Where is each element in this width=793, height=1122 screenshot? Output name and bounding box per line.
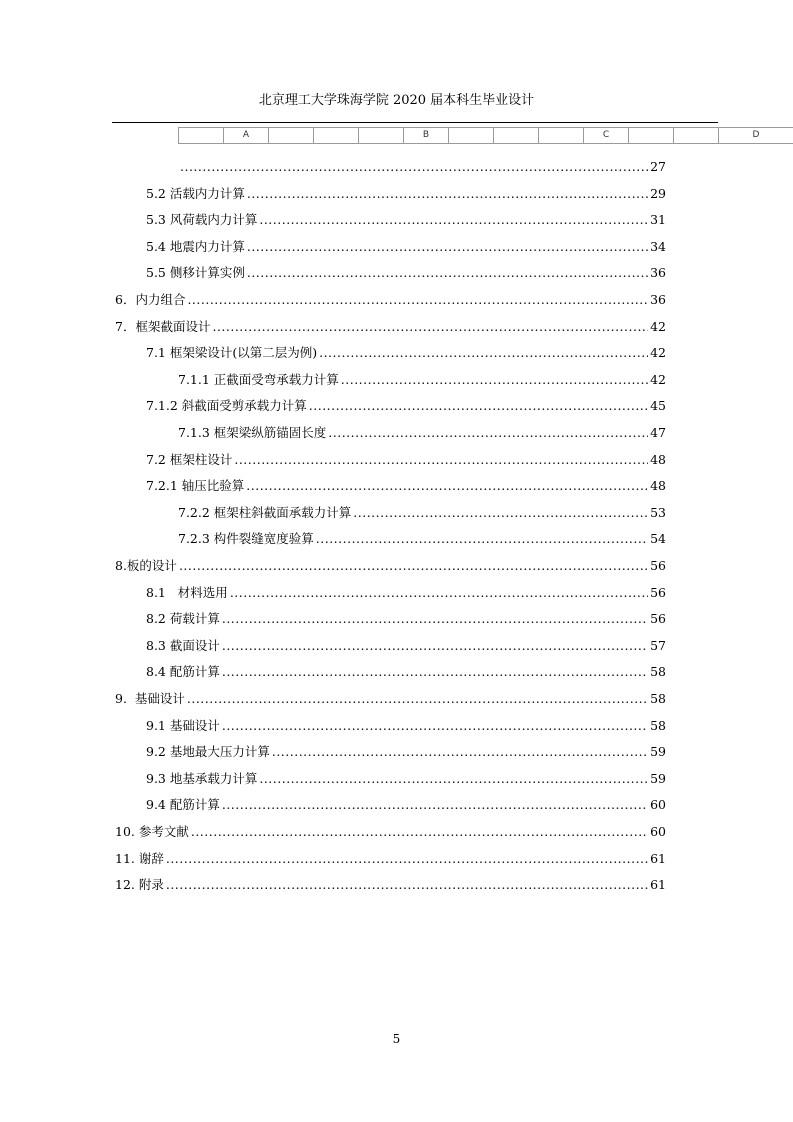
toc-entry[interactable]	[115, 851, 666, 867]
toc-leader-dots	[234, 452, 648, 468]
column-cell	[358, 128, 403, 143]
toc-entry[interactable]	[146, 398, 666, 414]
toc-entry[interactable]	[178, 505, 666, 521]
toc-entry[interactable]	[146, 664, 666, 680]
toc-entry-page: 48	[650, 452, 666, 467]
toc-entry[interactable]	[178, 372, 666, 388]
toc-entry-page: 34	[650, 239, 666, 254]
toc-entry[interactable]	[146, 744, 666, 760]
toc-entry-label: 9.2 基地最大压力计算	[146, 744, 270, 759]
toc-entry-label: 9. 基础设计	[115, 691, 185, 706]
toc-entry-page: 56	[650, 611, 666, 626]
toc-leader-dots	[319, 345, 648, 361]
column-header-c: C	[583, 128, 628, 143]
toc-entry-page: 56	[650, 585, 666, 600]
toc-entry[interactable]	[146, 452, 666, 468]
column-cell	[673, 128, 718, 143]
toc-entry-label: 9.1 基础设计	[146, 718, 220, 733]
toc-entry-page: 47	[650, 425, 666, 440]
page-number: 5	[392, 1032, 401, 1046]
toc-entry-label: 8.3 截面设计	[146, 638, 220, 653]
toc-entry-label: 6．内力组合	[115, 292, 186, 307]
document-header-title: 北京理工大学珠海学院 2020 届本科生毕业设计	[258, 93, 535, 108]
toc-entry[interactable]	[178, 159, 666, 175]
toc-leader-dots	[259, 771, 648, 787]
toc-entry-page: 42	[650, 372, 666, 387]
toc-leader-dots	[341, 372, 648, 388]
column-header-b: B	[403, 128, 448, 143]
toc-entry[interactable]	[178, 531, 666, 547]
toc-entry-label: 8.4 配筋计算	[146, 664, 220, 679]
toc-leader-dots	[222, 611, 648, 627]
toc-entry-label: 7.2.3 构件裂缝宽度验算	[178, 531, 314, 546]
toc-entry-page: 29	[650, 186, 666, 201]
toc-leader-dots	[191, 824, 648, 840]
column-cell	[178, 128, 223, 143]
toc-leader-dots	[222, 718, 648, 734]
toc-entry-page: 57	[650, 638, 666, 653]
toc-entry-label: 8.板的设计	[115, 558, 177, 573]
toc-entry[interactable]	[146, 797, 666, 813]
toc-leader-dots	[222, 797, 648, 813]
toc-entry[interactable]	[115, 558, 666, 574]
toc-entry[interactable]	[178, 425, 666, 441]
toc-entry[interactable]	[115, 824, 666, 840]
toc-entry-label: 12. 附录	[115, 877, 164, 892]
toc-entry-label: 7．框架截面设计	[115, 319, 211, 334]
toc-entry-page: 61	[650, 877, 666, 892]
toc-entry-label: 7.1.1 正截面受弯承载力计算	[178, 372, 339, 387]
column-cell	[628, 128, 673, 143]
column-cell	[538, 128, 583, 143]
toc-leader-dots	[259, 212, 648, 228]
toc-entry-page: 58	[650, 718, 666, 733]
column-header-a: A	[223, 128, 268, 143]
toc-entry-label: 9.3 地基承载力计算	[146, 771, 258, 786]
toc-entry-label: 5.4 地震内力计算	[146, 239, 245, 254]
toc-leader-dots	[353, 505, 648, 521]
toc-entry-label: 8.1 材料选用	[146, 585, 228, 600]
toc-entry[interactable]	[115, 319, 666, 335]
toc-leader-dots	[187, 292, 648, 308]
toc-entry[interactable]	[146, 478, 666, 494]
toc-leader-dots	[328, 425, 648, 441]
toc-entry-page: 59	[650, 744, 666, 759]
toc-entry-label: 7.1.2 斜截面受剪承载力计算	[146, 398, 307, 413]
header-rule	[112, 122, 718, 123]
toc-entry-page: 61	[650, 851, 666, 866]
toc-entry-page: 53	[650, 505, 666, 520]
column-cell	[268, 128, 313, 143]
toc-entry-page: 54	[650, 531, 666, 546]
toc-entry[interactable]	[146, 212, 666, 228]
toc-entry-page: 42	[650, 319, 666, 334]
toc-leader-dots	[309, 398, 648, 414]
toc-entry-label: 7.2.2 框架柱斜截面承载力计算	[178, 505, 352, 520]
toc-entry-label: 8.2 荷载计算	[146, 611, 220, 626]
toc-entry[interactable]	[146, 771, 666, 787]
toc-entry[interactable]	[146, 265, 666, 281]
column-header-strip	[178, 127, 793, 144]
toc-entry[interactable]	[146, 718, 666, 734]
toc-entry[interactable]	[146, 239, 666, 255]
toc-leader-dots	[180, 159, 648, 175]
toc-entry-label: 11. 谢辞	[115, 851, 164, 866]
toc-entry-page: 59	[650, 771, 666, 786]
toc-leader-dots	[166, 851, 648, 867]
toc-entry[interactable]	[115, 877, 666, 893]
column-header-d: D	[718, 128, 793, 143]
toc-entry[interactable]	[146, 186, 666, 202]
toc-leader-dots	[212, 319, 648, 335]
toc-entry-page: 60	[650, 824, 666, 839]
toc-entry-page: 58	[650, 691, 666, 706]
column-cell	[313, 128, 358, 143]
toc-leader-dots	[222, 638, 648, 654]
toc-leader-dots	[247, 186, 648, 202]
toc-entry-page: 36	[650, 292, 666, 307]
toc-entry-label: 10. 参考文献	[115, 824, 189, 839]
toc-leader-dots	[230, 585, 648, 601]
toc-entry-page: 45	[650, 398, 666, 413]
toc-entry-label: 7.1 框架梁设计(以第二层为例)	[146, 345, 318, 360]
toc-entry[interactable]	[146, 345, 666, 361]
toc-leader-dots	[166, 877, 648, 893]
toc-entry-page: 48	[650, 478, 666, 493]
toc-entry[interactable]	[146, 638, 666, 654]
toc-entry-label: 5.5 侧移计算实例	[146, 265, 245, 280]
toc-entry-label: 7.2 框架柱设计	[146, 452, 233, 467]
toc-entry[interactable]	[115, 691, 666, 707]
toc-entry-page: 58	[650, 664, 666, 679]
toc-entry[interactable]	[146, 611, 666, 627]
toc-entry[interactable]	[146, 585, 666, 601]
toc-entry[interactable]	[115, 292, 666, 308]
toc-leader-dots	[247, 239, 648, 255]
toc-entry-page: 27	[650, 159, 666, 174]
toc-entry-label: 5.3 风荷载内力计算	[146, 212, 258, 227]
toc-leader-dots	[272, 744, 648, 760]
column-cell	[448, 128, 493, 143]
toc-entry-page: 56	[650, 558, 666, 573]
toc-entry-page: 36	[650, 265, 666, 280]
toc-entry-label: 7.2.1 轴压比验算	[146, 478, 245, 493]
toc-entry-label: 9.4 配筋计算	[146, 797, 220, 812]
toc-entry-label: 7.1.3 框架梁纵筋锚固长度	[178, 425, 327, 440]
toc-leader-dots	[187, 691, 648, 707]
toc-leader-dots	[222, 664, 648, 680]
toc-entry-page: 42	[650, 345, 666, 360]
toc-entry-page: 60	[650, 797, 666, 812]
toc-leader-dots	[316, 531, 648, 547]
toc-entry-label: 5.2 活载内力计算	[146, 186, 245, 201]
toc-entry-page: 31	[650, 212, 666, 227]
column-cell	[493, 128, 538, 143]
toc-leader-dots	[179, 558, 648, 574]
toc-leader-dots	[246, 478, 648, 494]
toc-leader-dots	[247, 265, 648, 281]
